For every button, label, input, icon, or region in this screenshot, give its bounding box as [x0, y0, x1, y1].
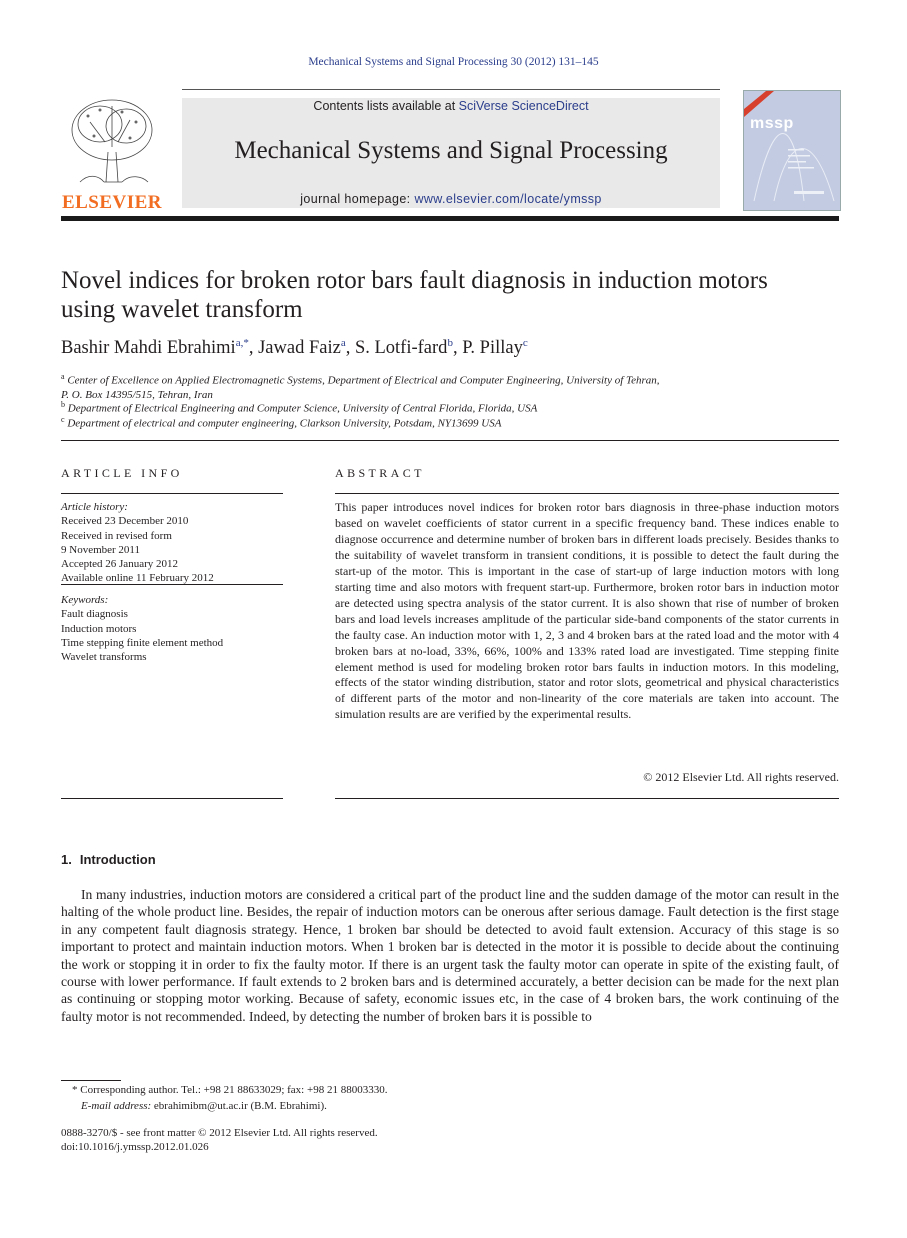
introduction-heading: 1. Introduction [61, 852, 156, 867]
author-name: Jawad Faiz [258, 338, 341, 359]
header-thick-rule [61, 216, 839, 221]
journal-cover-thumbnail [743, 90, 841, 211]
corresponding-author-note: * Corresponding author. Tel.: +98 21 88633029; fax: +98 21 88003330. [72, 1084, 388, 1096]
abstract-rule [335, 493, 839, 494]
history-item: Received 23 December 2010 [61, 515, 189, 528]
affiliation-divider [61, 440, 839, 441]
issn-line: 0888-3270/$ - see front matter © 2012 Elsevier Ltd. All rights reserved. [61, 1127, 378, 1139]
author-affiliation-link[interactable]: b [447, 337, 453, 349]
keywords: Keywords: Fault diagnosis Induction motors Time stepping finite element method Wavelet transforms [61, 593, 283, 664]
journal-title: Mechanical Systems and Signal Processing [234, 137, 668, 164]
keyword-item: Induction motors [61, 622, 137, 635]
header-top-rule [182, 89, 720, 90]
abstract-bottom-rule [335, 798, 839, 799]
email-note: E-mail address: ebrahimibm@ut.ac.ir (B.M. Ebrahimi). [81, 1100, 327, 1112]
journal-homepage-link[interactable]: www.elsevier.com/locate/ymssp [414, 192, 602, 206]
article-title: Novel indices for broken rotor bars fault diagnosis in induction motors using wavelet transform [61, 267, 768, 323]
author-name: P. Pillay [462, 338, 523, 359]
journal-homepage-line: journal homepage: www.elsevier.com/locate/ymssp [300, 192, 602, 206]
article-info-bottom-rule [61, 798, 283, 799]
cover-mssp-label: mssp [750, 115, 794, 132]
doi-line[interactable]: doi:10.1016/j.ymssp.2012.01.026 [61, 1141, 209, 1153]
keyword-item: Time stepping finite element method [61, 636, 224, 649]
author-affiliation-link[interactable]: a,* [235, 337, 249, 349]
affiliation-a: $^a$ Center of Excellence on Applied Electromagnetic Systems, Department of Electrical and Computer Engineering, University of Tehran, P. O. Box 14395/515, Tehran, Iran [61, 372, 660, 402]
author-affiliation-link[interactable]: c [522, 337, 528, 349]
keyword-item: Wavelet transforms [61, 651, 147, 664]
history-item: Accepted 26 January 2012 [61, 558, 178, 571]
history-keywords-rule [61, 584, 283, 585]
email-address[interactable]: ebrahimibm@ut.ac.ir (B.M. Ebrahimi). [151, 1100, 327, 1112]
affiliation-c: $^c$ Department of electrical and computer engineering, Clarkson University, Potsdam, NY13699 USA [61, 415, 502, 430]
abstract-copyright: © 2012 Elsevier Ltd. All rights reserved. [643, 770, 839, 784]
author-name: S. Lotfi-fard [354, 338, 448, 359]
sciencedirect-link[interactable]: SciVerse ScienceDirect [458, 99, 589, 113]
elsevier-wordmark: ELSEVIER [61, 192, 163, 213]
footnote-rule [61, 1080, 121, 1081]
author-list: Bashir Mahdi Ebrahimi$^{a,*}$, Jawad Faiz$^a$, S. Lotfi-fard$^b$, P. Pillay$^c$ [61, 337, 528, 359]
history-item: Received in revised form [61, 529, 172, 542]
abstract-heading: ABSTRACT [335, 466, 425, 480]
introduction-body: In many industries, induction motors are considered a critical part of the product line and the sudden damage of the motor can result in the halting of the whole product line. Besides, the repair of induction motors can be onerous after serious damage. Fault detection is the first stage in any competent fault diagnosis strategy. Hence, 1 broken bar should be detected to avoid fault extension. Accuracy of this stage is so important to protect and maintain induction motors. When 1 broken bar is detected in the motor it is possible to decide about the continuing the work or stopping it in order to fix the faulty motor. If there is an urgent task the faulty motor can operate in spite of the existing fault, of course with lower performance. If fault extends to 2 broken bars and is determined accurately, a better decision can be made for the next plan as continuing or stopping motor working. Because of safety, economic issues etc, in the case of 4 broken bars, the work continuing of the faulty motor is not recommended. Indeed, by detecting the number of broken bars it is possible to [61, 887, 839, 1024]
history-item: 9 November 2011 [61, 543, 141, 556]
article-info-heading: ARTICLE INFO [61, 466, 183, 480]
contents-line: Contents lists available at SciVerse ScienceDirect [313, 99, 589, 113]
abstract-body: This paper introduces novel indices for broken rotor bars diagnosis in three-phase induction motors based on wavelet coefficients of stator current in a specific frequency band. These indices enable to diagnose occurrence and determine number of broken bars in different loads precisely. Besides thanks to the suitability of wavelet transform in transient conditions, it is possible to detect the fault during the start-up of the motor. This is important in the case of start-up of large induction motors with long starting time and also motors with frequent start-up. Furthermore, broken rotor bars in induction motor are detected using spectra analysis of the stator current. It is also shown that rise of number of broken bars and load levels increases amplitude of the particular side-band components of the stator currents in the faulty case. An induction motor with 1, 2, 3 and 4 broken bars at the rated load and the motor with 4 broken bars at no-load, 33%, 66%, 100% and 133% rated load are investigated. Time stepping finite element method is used for modeling broken rotor bars faults in induction motors. In this modeling, effects of the stator winding distribution, stator and rotor slots, geometrical and physical characteristics of different parts of the motor and non-linearity of the core materials are taken into account. The simulation results are are verified by the experimental results. [335, 500, 839, 722]
author-name: Bashir Mahdi Ebrahimi [61, 338, 236, 359]
journal-citation[interactable]: Mechanical Systems and Signal Processing 30 (2012) 131–145 [308, 56, 599, 68]
history-item: Available online 11 February 2012 [61, 572, 214, 585]
author-affiliation-link[interactable]: a [340, 337, 346, 349]
article-history: Article history: Received 23 December 2010 Received in revised form 9 November 2011 Accepted 26 January 2012 Available online 11 February 2012 [61, 500, 283, 586]
article-info-rule [61, 493, 283, 494]
keyword-item: Fault diagnosis [61, 608, 128, 621]
affiliation-b: $^b$ Department of Electrical Engineering and Computer Science, University of Central Florida, Florida, USA [61, 400, 538, 415]
